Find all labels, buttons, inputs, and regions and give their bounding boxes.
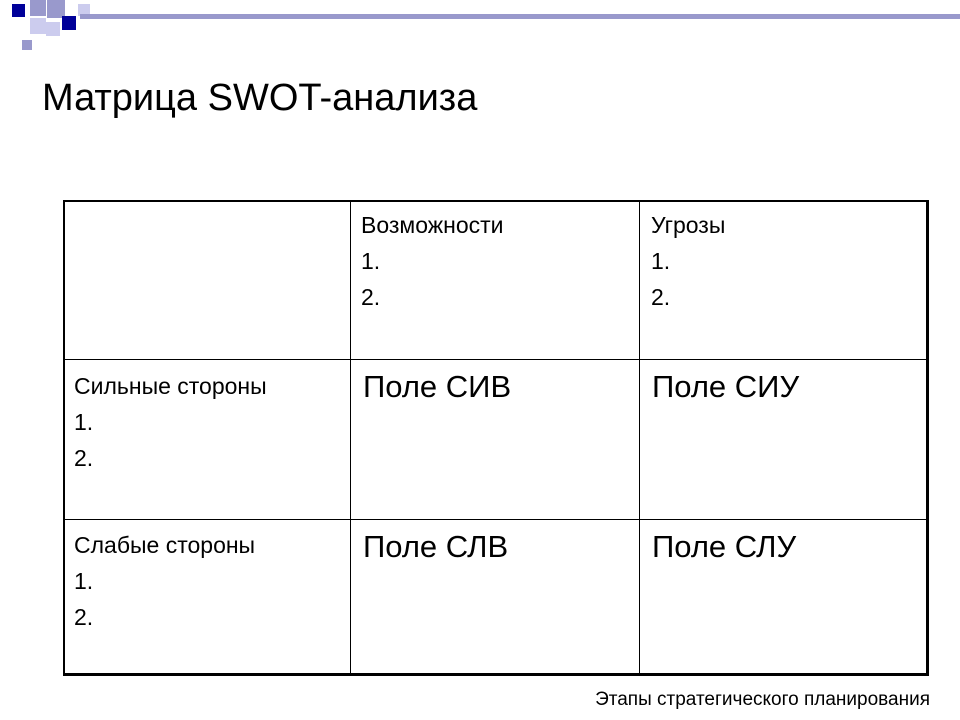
strengths-row-cell [74, 368, 267, 476]
threats-item-2: 2. [651, 284, 671, 310]
weaknesses-item-1: 1. [74, 568, 94, 594]
grid-hline-2 [65, 519, 926, 520]
deco-square-pale-1 [30, 18, 46, 34]
strengths-item-2: 2. [74, 445, 94, 471]
deco-bar [80, 14, 960, 19]
field-siv-label: Поле СИВ [363, 369, 512, 404]
opportunities-item-2: 2. [361, 284, 381, 310]
slide-title: Матрица SWOT-анализа [42, 77, 478, 119]
threats-header-cell [651, 207, 725, 315]
slide-header-decoration [0, 0, 960, 50]
threats-item-1: 1. [651, 248, 671, 274]
deco-square-dark-2 [62, 16, 76, 30]
field-slv-label: Поле СЛВ [363, 529, 509, 564]
opportunities-label: Возможности [361, 212, 504, 238]
weaknesses-row-cell [74, 527, 255, 635]
field-slu-label: Поле СЛУ [652, 529, 797, 564]
swot-matrix [63, 200, 929, 676]
opportunities-item-1: 1. [361, 248, 381, 274]
threats-label: Угрозы [651, 212, 726, 238]
grid-hline-1 [65, 359, 926, 360]
field-siu-label: Поле СИУ [652, 369, 800, 404]
grid-vline-2 [639, 202, 640, 673]
field-slu-cell [652, 529, 796, 565]
deco-square-light-3 [22, 40, 32, 50]
grid-vline-1 [350, 202, 351, 673]
opportunities-header-cell [361, 207, 504, 315]
strengths-item-1: 1. [74, 409, 94, 435]
weaknesses-label: Слабые стороны [74, 532, 256, 558]
deco-square-light-2 [47, 0, 65, 18]
field-siv-cell [363, 369, 511, 405]
deco-square-pale-2 [46, 22, 60, 36]
weaknesses-item-2: 2. [74, 604, 94, 630]
strengths-label: Сильные стороны [74, 373, 267, 399]
deco-square-dark-1 [12, 4, 25, 17]
field-slv-cell [363, 529, 508, 565]
slide-footer: Этапы стратегического планирования [595, 689, 930, 710]
deco-square-light-1 [30, 0, 46, 16]
field-siu-cell [652, 369, 799, 405]
